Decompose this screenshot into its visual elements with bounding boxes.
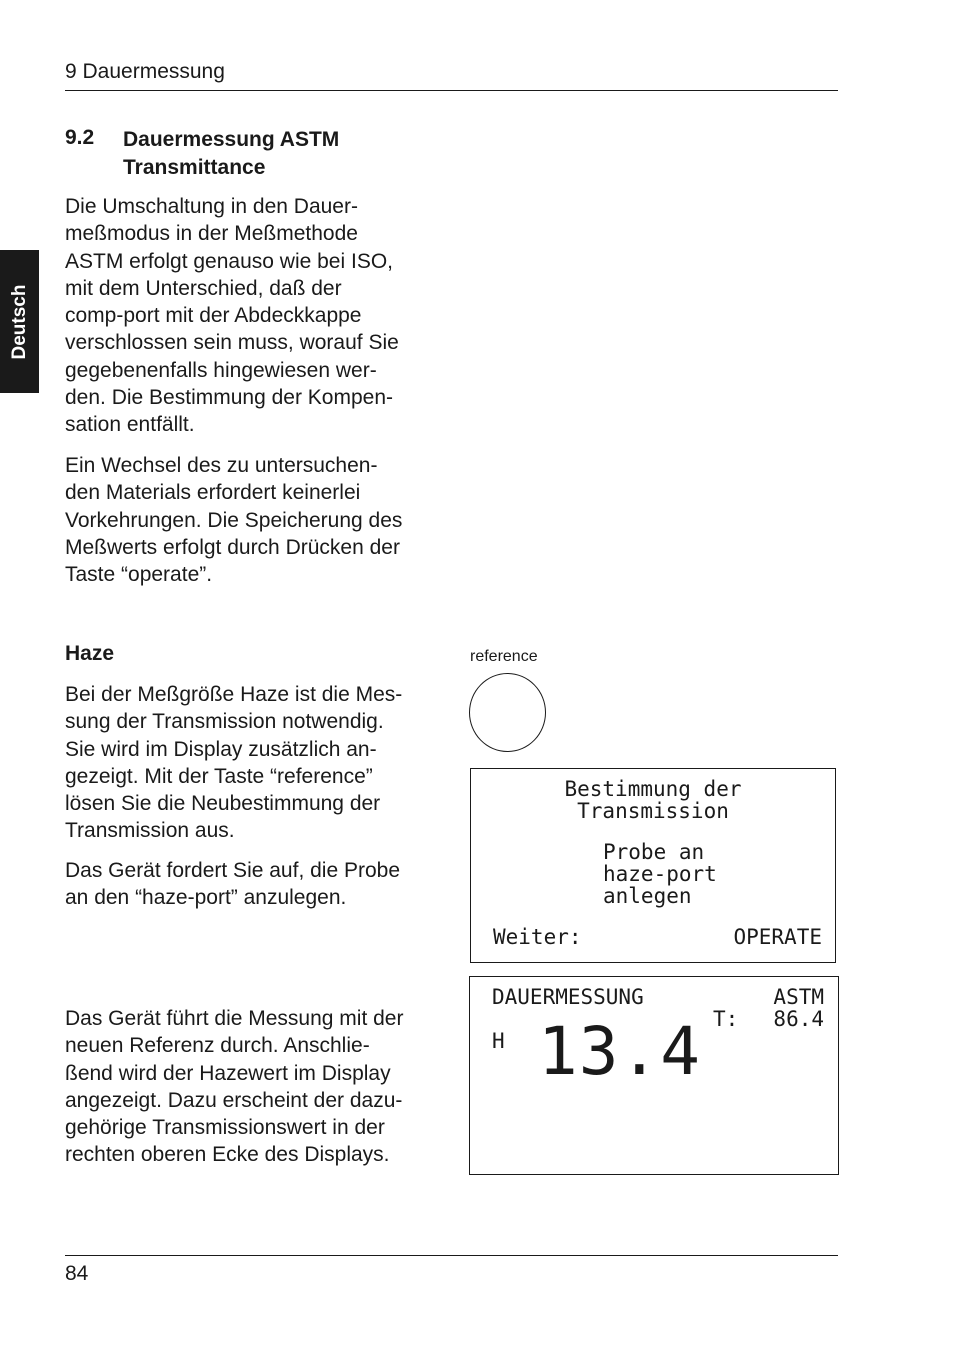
paragraph-4 bbox=[65, 857, 440, 912]
text-line: ASTM erfolgt genauso wie bei ISO, bbox=[65, 249, 393, 273]
text-line: an den “haze-port” anzulegen. bbox=[65, 886, 347, 910]
text-line: gehörige Transmissionswert in der bbox=[65, 1116, 385, 1140]
display-title-line: Bestimmung der bbox=[564, 777, 742, 801]
transmission-value: 86.4 bbox=[773, 1007, 824, 1031]
display-method: ASTM bbox=[773, 985, 824, 1009]
text-line: gegebenenfalls hingewiesen wer- bbox=[65, 358, 377, 382]
text-line: Vorkehrungen. Die Speicherung des bbox=[65, 508, 403, 532]
text-line: comp-port mit der Abdeckkappe bbox=[65, 304, 362, 328]
text-line: Das Gerät führt die Messung mit der bbox=[65, 1007, 404, 1030]
text-line: Taste “operate”. bbox=[65, 563, 213, 587]
text-line: mit dem Unterschied, daß der bbox=[65, 276, 342, 300]
display-title-line: Transmission bbox=[577, 799, 729, 823]
paragraph-5 bbox=[65, 1005, 440, 1169]
text-line: ßend wird der Hazewert im Display bbox=[65, 1061, 391, 1085]
chapter-header: 9 Dauermessung bbox=[65, 60, 225, 83]
text-line: Transmission aus. bbox=[65, 819, 235, 843]
text-line: den. Die Bestimmung der Kompen- bbox=[65, 386, 393, 410]
display-message-line: anlegen bbox=[603, 884, 692, 908]
text-line: rechten oberen Ecke des Displays. bbox=[65, 1143, 390, 1167]
haze-heading: Haze bbox=[65, 642, 115, 665]
display-title bbox=[471, 778, 835, 822]
haze-value: 13.4 bbox=[538, 1013, 701, 1090]
section-title bbox=[123, 126, 443, 182]
reference-button-label: reference bbox=[470, 648, 538, 665]
display-mode: DAUERMESSUNG bbox=[492, 985, 644, 1009]
text-line: Meßwerts erfolgt durch Drücken der bbox=[65, 535, 400, 559]
display-footer-right: OPERATE bbox=[733, 925, 822, 949]
text-line: lösen Sie die Neubestimmung der bbox=[65, 792, 381, 816]
text-line: Sie wird im Display zusätzlich an- bbox=[65, 737, 377, 761]
text-line: verschlossen sein muss, worauf Sie bbox=[65, 331, 399, 355]
text-line: Ein Wechsel des zu untersuchen- bbox=[65, 454, 378, 477]
footer-rule bbox=[65, 1255, 838, 1256]
text-line: sung der Transmission notwendig. bbox=[65, 710, 384, 734]
paragraph-2 bbox=[65, 452, 440, 588]
display-message bbox=[603, 841, 717, 907]
page-number: 84 bbox=[65, 1262, 89, 1285]
language-tab-label: Deutsch bbox=[8, 284, 30, 359]
text-line: gezeigt. Mit der Taste “reference” bbox=[65, 764, 373, 788]
display-measurement bbox=[469, 976, 839, 1175]
paragraph-3 bbox=[65, 681, 440, 845]
transmission-label: T: bbox=[713, 1007, 739, 1031]
text-line: sation entfällt. bbox=[65, 413, 195, 437]
text-line: angezeigt. Dazu erscheint der dazu- bbox=[65, 1088, 403, 1112]
display-footer-left: Weiter: bbox=[493, 925, 582, 949]
section-number: 9.2 bbox=[65, 126, 95, 149]
paragraph-1 bbox=[65, 193, 440, 439]
haze-label: H bbox=[492, 1029, 505, 1053]
reference-button[interactable] bbox=[469, 673, 546, 752]
text-line: den Materials erfordert keinerlei bbox=[65, 481, 361, 505]
text-line: meßmodus in der Meßmethode bbox=[65, 222, 358, 246]
header-rule bbox=[65, 90, 838, 91]
display-message-line: haze-port bbox=[603, 862, 717, 886]
language-tab bbox=[0, 250, 39, 393]
section-title-line: Transmittance bbox=[123, 156, 266, 179]
text-line: Die Umschaltung in den Dauer- bbox=[65, 195, 358, 218]
text-line: Das Gerät fordert Sie auf, die Probe bbox=[65, 859, 401, 882]
text-line: Bei der Meßgröße Haze ist die Mes- bbox=[65, 683, 403, 706]
display-message-line: Probe an bbox=[603, 840, 705, 864]
text-line: neuen Referenz durch. Anschlie- bbox=[65, 1034, 370, 1058]
display-transmission-prompt bbox=[470, 768, 836, 963]
section-title-line: Dauermessung ASTM bbox=[123, 128, 340, 151]
